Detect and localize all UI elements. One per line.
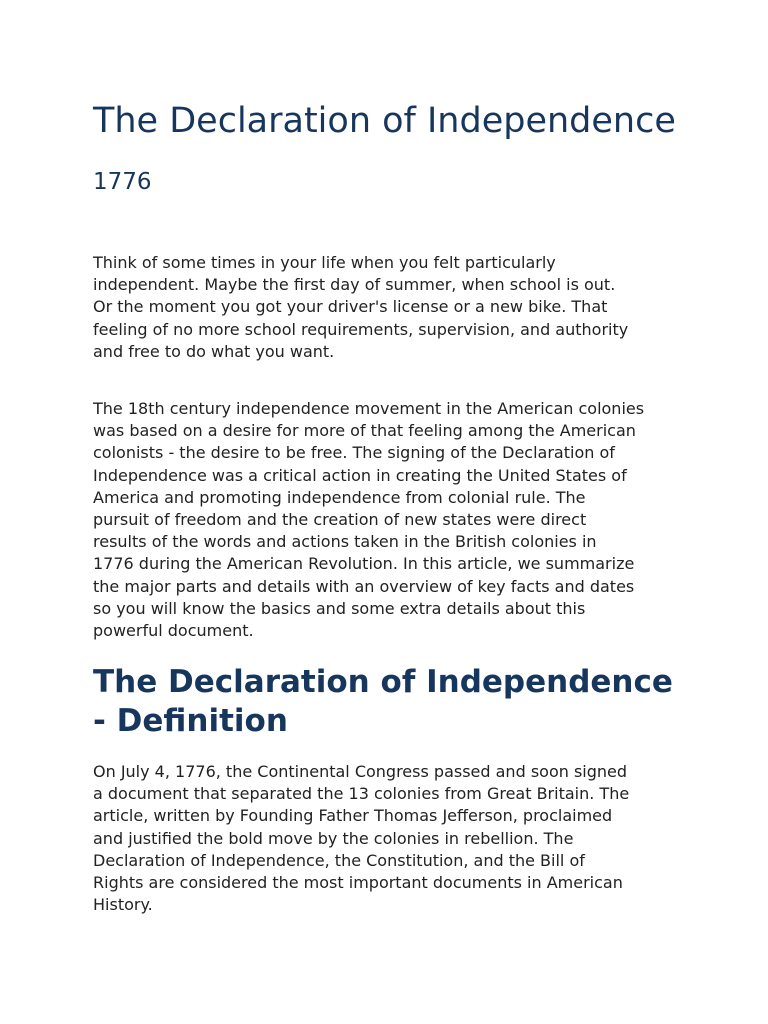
paragraph-line: On July 4, 1776, the Continental Congress passed and soon signed (93, 762, 628, 781)
paragraph-line: Rights are considered the most important documents in American (93, 873, 623, 893)
section-heading (93, 663, 673, 741)
paragraph-line: and free to do what you want. (93, 341, 335, 361)
paragraph-line: independent. Maybe the first day of summer, when school is out. (93, 275, 616, 295)
section-heading-line: The Declaration of Independence (93, 664, 673, 700)
paragraph-line: Independence was a critical action in creating the United States of (93, 465, 627, 485)
paragraph-line: article, written by Founding Father Thomas Jefferson, proclaimed (93, 806, 613, 826)
paragraph-line: feeling of no more school requirements, supervision, and authority (93, 319, 629, 339)
page-title: The Declaration of Independence (93, 101, 676, 141)
paragraph-line: a document that separated the 13 colonies from Great Britain. The (93, 784, 630, 804)
paragraph-line: 1776 during the American Revolution. In this article, we summarize (93, 554, 635, 574)
paragraph-line: was based on a desire for more of that feeling among the American (93, 421, 636, 441)
context-paragraph (93, 398, 683, 642)
paragraph-line: Or the moment you got your driver's license or a new bike. That (93, 297, 608, 317)
paragraph-line: The 18th century independence movement in the American colonies (93, 399, 645, 418)
definition-paragraph (93, 761, 683, 916)
paragraph-line: History. (93, 895, 153, 915)
paragraph-line: and justified the bold move by the colonies in rebellion. The (93, 828, 574, 848)
paragraph-line: so you will know the basics and some extra details about this (93, 598, 586, 618)
paragraph-line: powerful document. (93, 621, 254, 641)
paragraph-line: pursuit of freedom and the creation of new states were direct (93, 510, 587, 530)
paragraph-line: Declaration of Independence, the Constitution, and the Bill of (93, 850, 585, 870)
paragraph-line: colonists - the desire to be free. The signing of the Declaration of (93, 443, 615, 463)
paragraph-line: results of the words and actions taken in the British colonies in (93, 532, 597, 552)
section-heading-line: - Definition (93, 703, 288, 739)
intro-paragraph (93, 252, 683, 363)
paragraph-line: Think of some times in your life when you felt particularly (93, 253, 556, 272)
paragraph-line: America and promoting independence from colonial rule. The (93, 487, 586, 507)
paragraph-line: the major parts and details with an overview of key facts and dates (93, 576, 635, 596)
page-subtitle-year: 1776 (93, 169, 152, 195)
